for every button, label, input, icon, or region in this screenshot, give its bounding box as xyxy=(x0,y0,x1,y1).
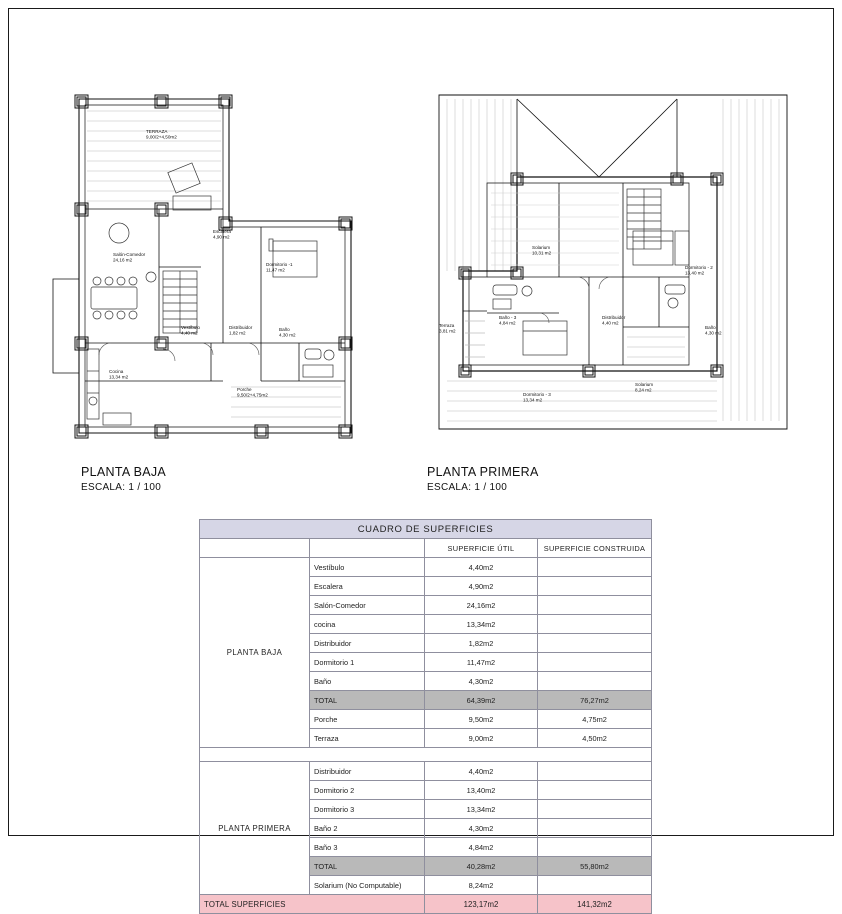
surface-construida-cell xyxy=(538,800,652,819)
surface-construida-cell xyxy=(538,558,652,577)
grand-total-construida: 141,32m2 xyxy=(538,895,652,914)
surface-util-cell: 4,84m2 xyxy=(425,838,538,857)
surfaces-table xyxy=(199,519,652,914)
surface-util-cell: 4,30m2 xyxy=(425,672,538,691)
surface-util-cell: 64,39m2 xyxy=(425,691,538,710)
surface-util-cell: 9,00m2 xyxy=(425,729,538,748)
table-row xyxy=(200,558,652,577)
surface-util-cell: 13,34m2 xyxy=(425,615,538,634)
room-name-cell: TOTAL xyxy=(310,691,425,710)
header-room xyxy=(310,539,425,558)
surface-construida-cell xyxy=(538,653,652,672)
surface-util-cell: 24,16m2 xyxy=(425,596,538,615)
surface-util-cell: 4,40m2 xyxy=(425,558,538,577)
header-group xyxy=(200,539,310,558)
room-label-dormitorio-2: Dormitorio - 2 13,40 m2 xyxy=(685,265,713,276)
room-label-bano: Baño 4,30 m2 xyxy=(279,327,296,338)
room-label-dormitorio-1: Dormitorio -1 11,47 m2 xyxy=(266,262,293,273)
room-label-porche: Porche 9,50/2+4,75m2 xyxy=(237,387,268,398)
room-name-cell: Distribuidor xyxy=(310,762,425,781)
room-name-cell: Solarium (No Computable) xyxy=(310,876,425,895)
planta-baja-svg xyxy=(51,81,391,451)
surface-util-cell: 4,40m2 xyxy=(425,762,538,781)
floor-plan-planta-baja xyxy=(51,81,391,451)
table-row xyxy=(200,762,652,781)
room-label-terraza: TERRAZA 9,00/2+4,50m2 xyxy=(146,129,177,140)
surface-construida-cell: 76,27m2 xyxy=(538,691,652,710)
surface-construida-cell xyxy=(538,781,652,800)
planta-primera-svg xyxy=(427,81,799,451)
surfaces-table-wrapper xyxy=(199,519,651,914)
header-superficie-construida: SUPERFICIE CONSTRUIDA xyxy=(538,539,652,558)
grand-total-label: TOTAL SUPERFICIES xyxy=(200,895,425,914)
surface-util-cell: 13,40m2 xyxy=(425,781,538,800)
surface-construida-cell xyxy=(538,615,652,634)
surface-construida-cell xyxy=(538,634,652,653)
room-name-cell: Dormitorio 1 xyxy=(310,653,425,672)
room-label-escalera: Escalera 4,90 m2 xyxy=(213,229,231,240)
room-name-cell: Distribuidor xyxy=(310,634,425,653)
room-name-cell: Salón-Comedor xyxy=(310,596,425,615)
room-label-cocina: Cocina 13,34 m2 xyxy=(109,369,129,380)
surface-util-cell: 4,90m2 xyxy=(425,577,538,596)
table-title: CUADRO DE SUPERFICIES xyxy=(200,520,652,539)
surface-construida-cell xyxy=(538,577,652,596)
room-name-cell: Terraza xyxy=(310,729,425,748)
room-name-cell: Escalera xyxy=(310,577,425,596)
grand-total-util: 123,17m2 xyxy=(425,895,538,914)
table-body xyxy=(200,558,652,914)
room-label-terraza: Terraza 3,81 m2 xyxy=(439,323,456,334)
room-name-cell: Baño 2 xyxy=(310,819,425,838)
caption-planta-primera xyxy=(427,464,539,494)
surface-construida-cell: 4,75m2 xyxy=(538,710,652,729)
room-name-cell: Dormitorio 2 xyxy=(310,781,425,800)
surface-construida-cell: 4,50m2 xyxy=(538,729,652,748)
room-name-cell: Baño xyxy=(310,672,425,691)
surface-util-cell: 4,30m2 xyxy=(425,819,538,838)
caption-scale-planta-baja: ESCALA: 1 / 100 xyxy=(81,481,162,493)
room-label-solarium: Solarium 10,31 m2 xyxy=(532,245,552,256)
grand-total-row xyxy=(200,895,652,914)
group-label: PLANTA PRIMERA xyxy=(200,762,310,895)
room-label-bano-3: Baño - 3 4,84 m2 xyxy=(499,315,517,326)
surface-util-cell: 1,82m2 xyxy=(425,634,538,653)
room-name-cell: Baño 3 xyxy=(310,838,425,857)
surface-construida-cell xyxy=(538,838,652,857)
caption-title-planta-primera: PLANTA PRIMERA xyxy=(427,465,539,479)
room-label-bano: Baño 4,30 m2 xyxy=(705,325,722,336)
surface-construida-cell xyxy=(538,596,652,615)
room-label-dormitorio-3: Dormitorio - 3 13,34 m2 xyxy=(523,392,551,403)
caption-scale-planta-primera: ESCALA: 1 / 100 xyxy=(427,481,508,493)
surface-util-cell: 8,24m2 xyxy=(425,876,538,895)
surface-construida-cell xyxy=(538,876,652,895)
room-label-distribuidor: Distribuidor 1,82 m2 xyxy=(229,325,253,336)
room-label-salon-comedor: Salón-Comedor 24,16 m2 xyxy=(113,252,146,263)
surface-util-cell: 11,47m2 xyxy=(425,653,538,672)
room-label-solarium-2: Solarium 8,24 m2 xyxy=(635,382,654,393)
room-label-distribuidor: Distribuidor 4,40 m2 xyxy=(602,315,626,326)
surface-util-cell: 9,50m2 xyxy=(425,710,538,729)
room-name-cell: Dormitorio 3 xyxy=(310,800,425,819)
surface-util-cell: 13,34m2 xyxy=(425,800,538,819)
surface-construida-cell xyxy=(538,762,652,781)
room-name-cell: TOTAL xyxy=(310,857,425,876)
floor-plan-planta-primera xyxy=(427,81,799,451)
room-label-vestibulo: Vestíbulo 4,40 m2 xyxy=(181,325,200,336)
table-header-row xyxy=(200,539,652,558)
table-spacer-row xyxy=(200,748,652,762)
surface-construida-cell xyxy=(538,672,652,691)
planta-primera-labels xyxy=(439,245,722,402)
room-name-cell: Vestíbulo xyxy=(310,558,425,577)
surface-util-cell: 40,28m2 xyxy=(425,857,538,876)
room-name-cell: cocina xyxy=(310,615,425,634)
surface-construida-cell xyxy=(538,819,652,838)
header-superficie-util: SUPERFICIE ÚTIL xyxy=(425,539,538,558)
room-name-cell: Porche xyxy=(310,710,425,729)
drawing-sheet xyxy=(8,8,834,909)
caption-title-planta-baja: PLANTA BAJA xyxy=(81,465,167,479)
caption-planta-baja xyxy=(81,464,166,494)
surface-construida-cell: 55,80m2 xyxy=(538,857,652,876)
planta-baja-labels xyxy=(109,129,296,397)
group-label: PLANTA BAJA xyxy=(200,558,310,748)
